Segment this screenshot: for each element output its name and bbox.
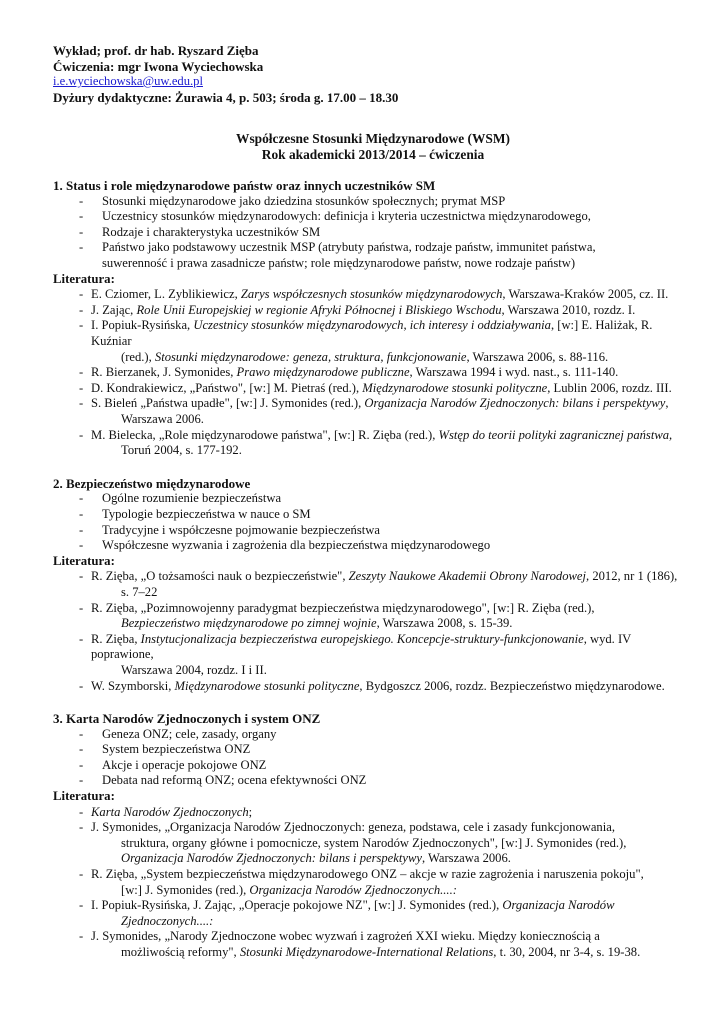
ref-title: Role Unii Europejskiej w regionie Afryki Północnej i Bliskiego Wschodu	[136, 302, 502, 317]
ref-title: Organizacja Narodów Zjednoczonych: bilans i perspektywy	[364, 396, 666, 411]
reference-item	[53, 898, 693, 929]
literature-label: Literatura:	[53, 789, 115, 804]
topic-item: - Współczesne wyzwania i zagrożenia dla bezpieczeństwa międzynarodowego	[53, 538, 693, 554]
ref-text: R. Zięba, „Pozimnowojenny paradygmat bezpieczeństwa międzynarodowego", [w:] R. Zięba (red.),	[91, 600, 595, 615]
ref-title: Instytucjonalizacja bezpieczeństwa europejskiego. Koncepcje-struktury-funkcjonowanie	[140, 631, 584, 646]
topic-item: - System bezpieczeństwa ONZ	[53, 742, 693, 758]
topic-item: - Debata nad reformą ONZ; ocena efektywności ONZ	[53, 773, 693, 789]
ref-title: Międzynarodowe stosunki polityczne	[174, 678, 360, 693]
ref-text: ;	[248, 804, 253, 819]
ref-text: 2012, nr 1 (186),	[589, 569, 678, 584]
ref-text: (red.),	[121, 349, 155, 364]
ref-text: możliwością reformy",	[121, 945, 240, 959]
section-3	[53, 711, 693, 961]
page-title: Współczesne Stosunki Międzynarodowe (WSM)	[236, 131, 510, 147]
ref-title: Uczestnicy stosunków międzynarodowych, ich interesy i oddziaływania	[193, 318, 551, 333]
ref-text: R. Bierzanek, J. Symonides,	[91, 365, 237, 380]
ref-continuation	[91, 945, 693, 961]
topic-item: - Geneza ONZ; cele, zasady, organy	[53, 727, 693, 743]
topic-list	[53, 194, 693, 272]
reference-item	[53, 601, 693, 632]
topic-item: - Rodzaje i charakterystyka uczestników SM	[53, 225, 693, 241]
ref-title: Wstęp do teorii polityki zagranicznej państwa,	[438, 427, 673, 442]
ref-continuation	[91, 883, 693, 899]
lecture-line: Wykład; prof. dr hab. Ryszard Zięba	[53, 43, 259, 58]
topic-item	[53, 240, 693, 271]
topic-item: - Typologie bezpieczeństwa w nauce o SM	[53, 507, 693, 523]
topic-item: - Akcje i operacje pokojowe ONZ	[53, 758, 693, 774]
ref-title: Karta Narodów Zjednoczonych	[91, 804, 249, 819]
page-subtitle: Rok akademicki 2013/2014 – ćwiczenia	[261, 147, 485, 163]
ref-text: , wyd. IV poprawione,	[91, 631, 632, 662]
ref-continuation	[91, 851, 693, 867]
ref-continuation	[91, 350, 693, 366]
topic-list	[53, 727, 693, 789]
ref-title: Stosunki międzynarodowe: geneza, struktura, funkcjonowanie	[154, 349, 467, 364]
ref-text: J. Symonides, „Narody Zjednoczone wobec wyzwań i zagrożeń XXI wieku. Między koniecznością a	[91, 929, 600, 944]
ref-title: Zjednoczonych....:	[121, 913, 214, 928]
ref-text: , Lublin 2006, rozdz. III.	[547, 380, 672, 395]
ref-title: Zarys współczesnych stosunków międzynarodowych	[240, 287, 503, 302]
ref-continuation: s. 7–22	[121, 584, 158, 599]
reference-list	[53, 805, 693, 961]
document-page	[53, 43, 693, 961]
reference-item	[53, 303, 693, 319]
ref-title: Organizacja Narodów Zjednoczonych....:	[249, 882, 457, 897]
section-1	[53, 178, 693, 459]
ref-title: Organizacja Narodów	[502, 898, 615, 913]
email-link[interactable]: i.e.wyciechowska@uw.edu.pl	[53, 74, 203, 88]
reference-item	[53, 381, 693, 397]
ref-text: I. Popiuk-Rysińska,	[91, 318, 194, 333]
section-heading: 3. Karta Narodów Zjednoczonych i system ONZ	[53, 711, 321, 727]
ref-text: E. Cziomer, L. Zyblikiewicz,	[91, 287, 241, 302]
ref-text: , Warszawa 1994 i wyd. nast., s. 111-140.	[409, 365, 619, 380]
reference-item	[53, 679, 693, 695]
ref-text: J. Symonides, „Organizacja Narodów Zjednoczonych: geneza, podstawa, cele i zasady funkcjonowania,	[91, 820, 615, 835]
ref-text: , t. 30, 2004, nr 3-4, s. 19-38.	[493, 945, 641, 959]
ref-text: R. Zięba,	[91, 631, 141, 646]
ref-text: D. Kondrakiewicz, „Państwo", [w:] M. Pietraś (red.),	[91, 380, 363, 395]
ref-text: M. Bielecka, „Role międzynarodowe państwa", [w:] R. Zięba (red.),	[91, 427, 439, 442]
reference-item	[53, 365, 693, 381]
ref-continuation: Warszawa 2006.	[121, 412, 204, 426]
ref-text: , Warszawa-Kraków 2005, cz. II.	[502, 287, 669, 302]
literature-label: Literatura:	[53, 271, 115, 286]
ref-text: , [w:] E. Haliżak, R. Kuźniar	[91, 318, 653, 349]
topic-item: - Uczestnicy stosunków międzynarodowych: definicja i kryteria uczestnictwa międzynarodowego,	[53, 209, 693, 225]
topic-text: Państwo jako podstawowy uczestnik MSP (atrybuty państwa, rodzaje państw, immunitet państwa,	[102, 240, 596, 255]
topic-list	[53, 491, 693, 553]
reference-item	[53, 805, 693, 821]
section-2	[53, 476, 693, 694]
reference-item	[53, 867, 693, 898]
ref-title: Międzynarodowe stosunki polityczne	[362, 380, 548, 395]
topic-item: - Ogólne rozumienie bezpieczeństwa	[53, 491, 693, 507]
ref-text: , Warszawa 2010, rozdz. I.	[501, 302, 636, 317]
ref-text: I. Popiuk-Rysińska, J. Zając, „Operacje pokojowe NZ", [w:] J. Symonides (red.),	[91, 898, 503, 913]
ref-title: Bezpieczeństwo międzynarodowe po zimnej wojnie	[121, 616, 377, 631]
ref-title: Zeszyty Naukowe Akademii Obrony Narodowej,	[348, 569, 590, 584]
reference-item	[53, 820, 693, 867]
ref-text: W. Szymborski,	[91, 678, 175, 693]
exercises-line: Ćwiczenia: mgr Iwona Wyciechowska	[53, 58, 264, 74]
ref-text: R. Zięba, „System bezpieczeństwa międzynarodowego ONZ – akcje w razie zagrożenia i naruszenia pokoju",	[91, 867, 644, 882]
ref-text: , Bydgoszcz 2006, rozdz. Bezpieczeństwo międzynarodowe.	[359, 678, 665, 693]
ref-text: R. Zięba, „O tożsamości nauk o bezpieczeństwie",	[91, 569, 349, 584]
reference-item	[53, 632, 693, 679]
ref-text: S. Bieleń „Państwa upadłe", [w:] J. Symonides (red.),	[91, 396, 365, 411]
ref-continuation: Toruń 2004, s. 177-192.	[121, 443, 242, 458]
reference-item	[53, 396, 693, 427]
reference-item	[53, 318, 693, 365]
section-heading: 1. Status i role międzynarodowe państw oraz innych uczestników SM	[53, 178, 436, 194]
office-hours-line: Dyżury dydaktyczne: Żurawia 4, p. 503; środa g. 17.00 – 18.30	[53, 89, 399, 105]
ref-continuation	[91, 914, 693, 930]
section-heading: 2. Bezpieczeństwo międzynarodowe	[53, 475, 251, 491]
ref-title: Organizacja Narodów Zjednoczonych: bilans i perspektywy	[121, 851, 422, 866]
ref-continuation: struktura, organy główne i pomocnicze, system Narodów Zjednoczonych", [w:] J. Symonides (red.),	[121, 835, 627, 850]
ref-continuation: Warszawa 2004, rozdz. I i II.	[121, 662, 267, 677]
ref-text: , Warszawa 2006.	[421, 851, 511, 866]
reference-item	[53, 569, 693, 600]
ref-title: Stosunki Międzynarodowe-International Relations	[239, 945, 494, 959]
ref-text: J. Zając,	[91, 302, 137, 317]
ref-text: , Warszawa 2006, s. 88-116.	[466, 349, 609, 364]
ref-text: [w:] J. Symonides (red.),	[121, 882, 250, 897]
literature-label: Literatura:	[53, 553, 115, 568]
ref-title: Prawo międzynarodowe publiczne	[236, 365, 410, 380]
reference-item	[53, 428, 693, 459]
topic-text-cont: suwerenność i prawa zasadnicze państw; role międzynarodowe państw, nowe rodzaje państw)	[102, 256, 576, 271]
topic-item: - Stosunki międzynarodowe jako dziedzina stosunków społecznych; prymat MSP	[53, 194, 693, 210]
topic-item: - Tradycyjne i współczesne pojmowanie bezpieczeństwa	[53, 523, 693, 539]
ref-text: , Warszawa 2008, s. 15-39.	[376, 616, 513, 631]
reference-item	[53, 287, 693, 303]
reference-list	[53, 287, 693, 459]
ref-text: ,	[665, 396, 669, 411]
reference-item	[53, 929, 693, 960]
reference-list	[53, 569, 693, 694]
ref-continuation	[91, 616, 693, 632]
